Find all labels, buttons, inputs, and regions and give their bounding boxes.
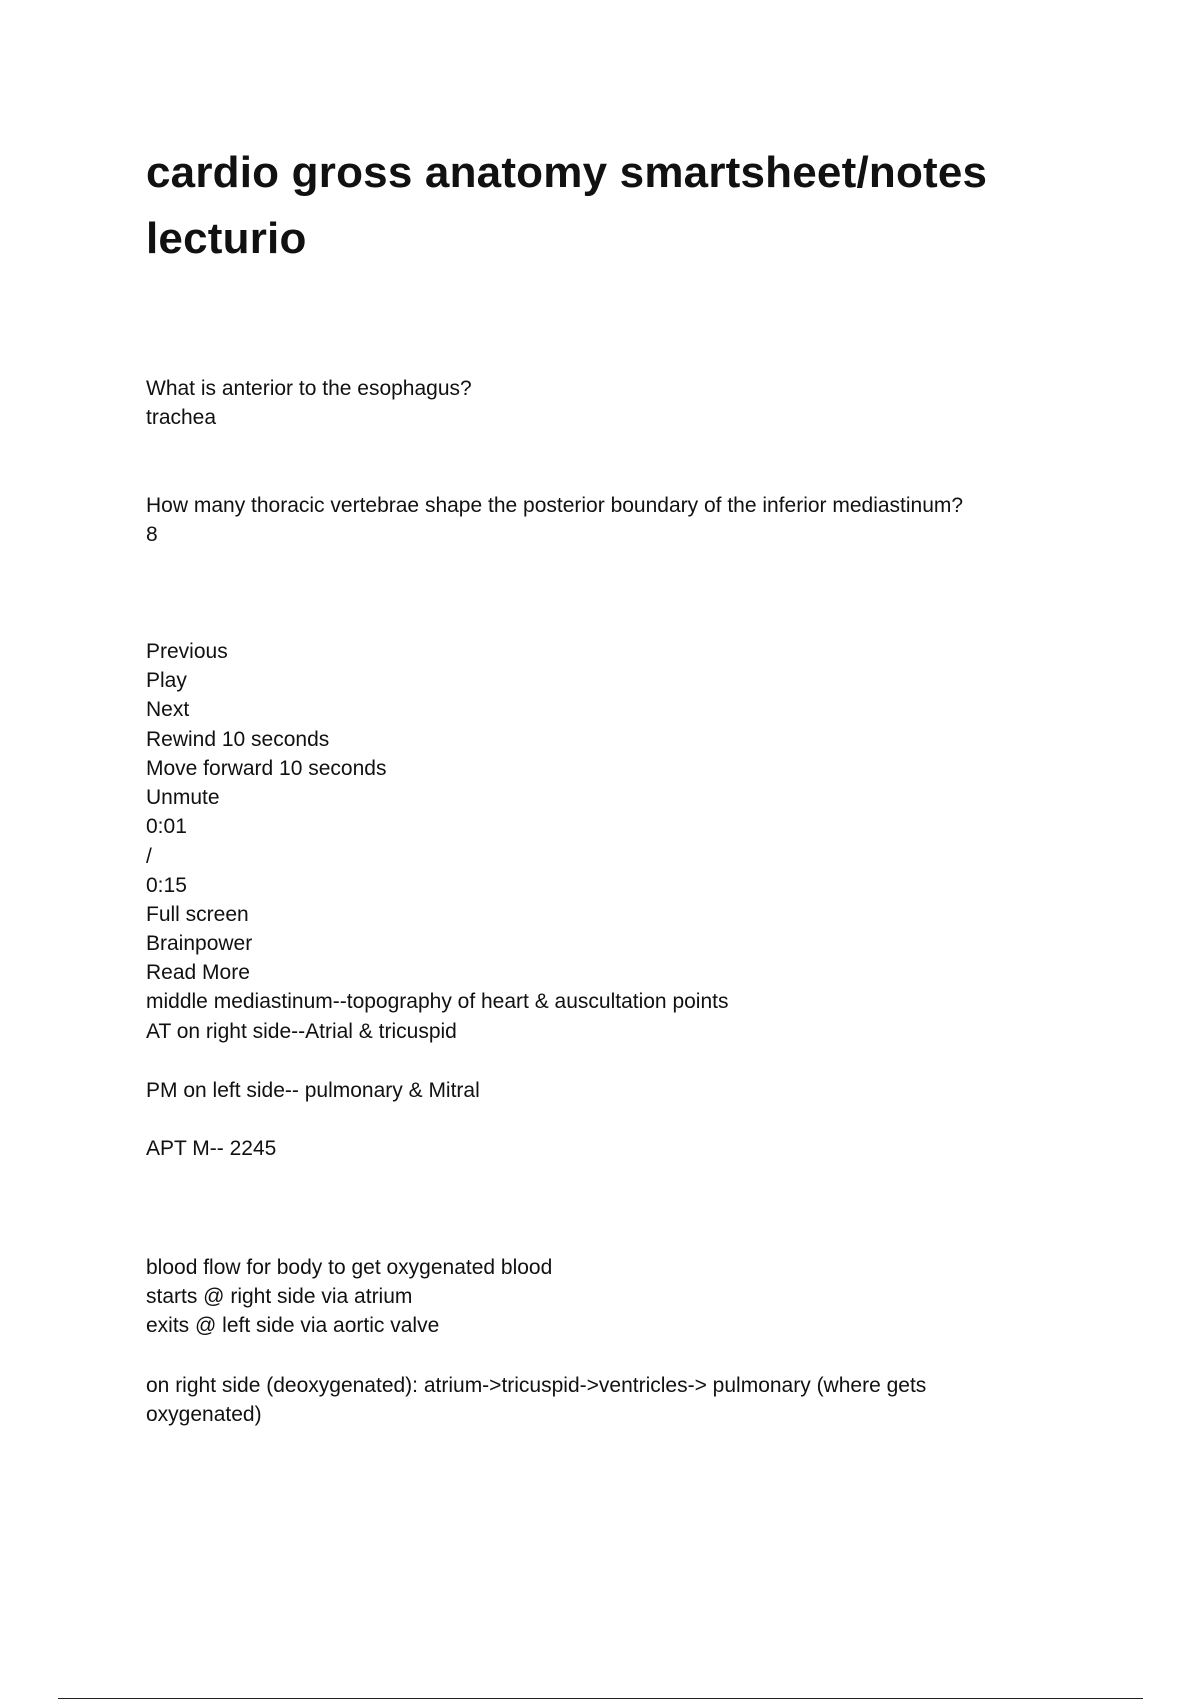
- right-side-flow: on right side (deoxygenated): atrium->tricuspid->ventricles-> pulmonary (where gets oxygenated): [146, 1374, 927, 1426]
- notes-mnemonic: APT M-- 2245: [146, 1137, 277, 1160]
- read-more-link[interactable]: Read More: [146, 961, 250, 984]
- answer-1: trachea: [146, 406, 217, 429]
- current-time: 0:01: [146, 815, 187, 838]
- flow-heading: blood flow for body to get oxygenated blood: [146, 1256, 553, 1279]
- duration: 0:15: [146, 874, 187, 897]
- rewind-button[interactable]: Rewind 10 seconds: [146, 728, 330, 751]
- notes-heading: middle mediastinum--topography of heart & auscultation points: [146, 990, 729, 1013]
- document-title: cardio gross anatomy smartsheet/notes lecturio: [146, 148, 988, 263]
- footer-divider: [58, 1698, 1143, 1699]
- next-button[interactable]: Next: [146, 698, 190, 721]
- previous-button[interactable]: Previous: [146, 640, 228, 663]
- time-separator: /: [146, 845, 152, 868]
- unmute-button[interactable]: Unmute: [146, 786, 220, 809]
- question-1: What is anterior to the esophagus?: [146, 377, 472, 400]
- notes-pm-line: PM on left side-- pulmonary & Mitral: [146, 1079, 480, 1102]
- notes-at-line: AT on right side--Atrial & tricuspid: [146, 1020, 457, 1043]
- question-2: How many thoracic vertebrae shape the posterior boundary of the inferior mediastinum?: [146, 494, 964, 517]
- flow-exit: exits @ left side via aortic valve: [146, 1314, 440, 1337]
- forward-button[interactable]: Move forward 10 seconds: [146, 757, 387, 780]
- answer-2: 8: [146, 523, 158, 546]
- fullscreen-button[interactable]: Full screen: [146, 903, 249, 926]
- brainpower-link[interactable]: Brainpower: [146, 932, 253, 955]
- flow-start: starts @ right side via atrium: [146, 1285, 413, 1308]
- play-button[interactable]: Play: [146, 669, 187, 692]
